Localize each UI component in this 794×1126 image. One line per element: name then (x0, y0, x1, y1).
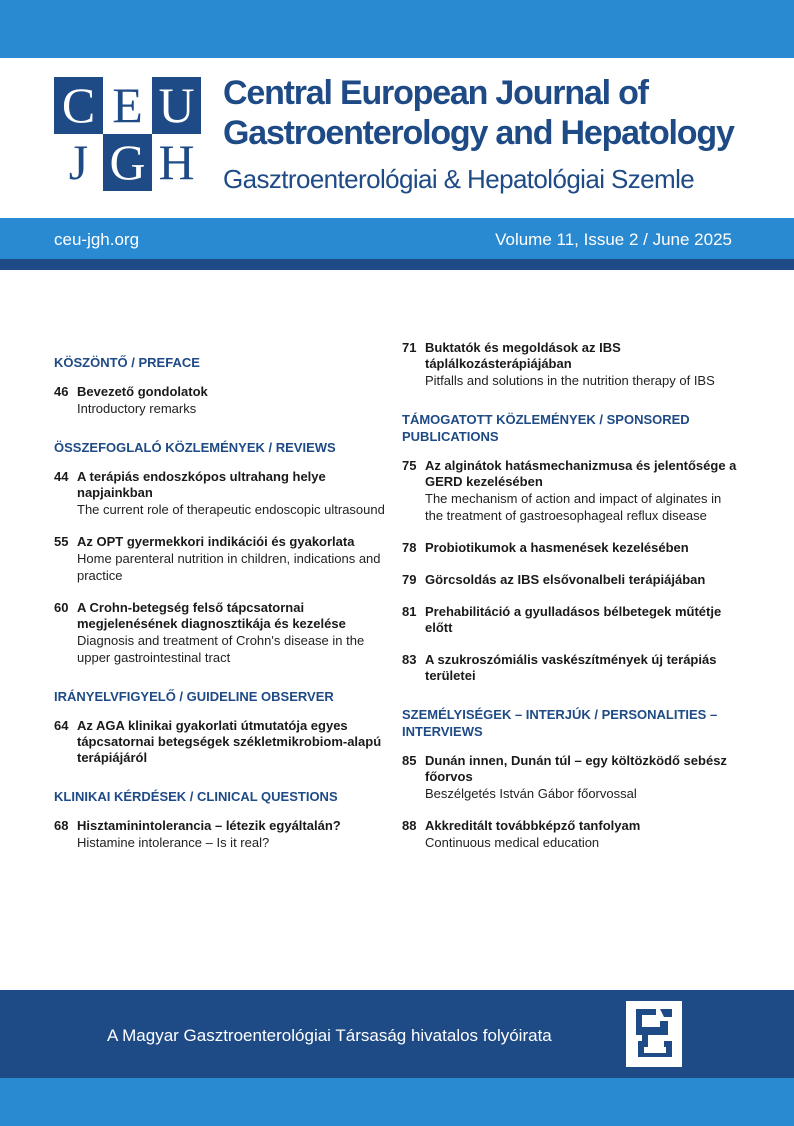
article-title-hungarian: Görcsoldás az IBS elsővonalbeli terápiájában (425, 572, 706, 587)
article-title-english: Introductory remarks (77, 401, 197, 416)
contents-right-column (402, 340, 742, 867)
article-title-hungarian: Bevezető gondolatok (77, 384, 208, 399)
article-title-hungarian: Az OPT gyermekkori indikációi és gyakorlata (77, 534, 355, 549)
toc-entry[interactable] (402, 604, 742, 636)
article-title-hungarian: Prehabilitáció a gyulladásos bélbetegek műtétje előtt (425, 604, 722, 635)
article-title-hungarian: Dunán innen, Dunán túl – egy költözködő sebész főorvos (425, 753, 727, 784)
logo-letter: C (54, 77, 103, 134)
logo-letter: U (152, 77, 201, 134)
article-title-english: Pitfalls and solutions in the nutrition therapy of IBS (425, 373, 715, 388)
logo-letter: E (103, 77, 152, 134)
journal-title-line: Gastroenterology and Hepatology (223, 114, 734, 152)
info-bar (0, 218, 794, 259)
journal-title-line: Central European Journal of (223, 74, 648, 112)
section-heading: IRÁNYELVFIGYELŐ / GUIDELINE OBSERVER (54, 689, 334, 704)
article-title-hungarian: Probiotikumok a hasmenések kezelésében (425, 540, 689, 555)
page-number: 46 (54, 384, 69, 399)
page-number: 75 (402, 458, 417, 473)
top-color-band (0, 0, 794, 58)
section-heading: ÖSSZEFOGLALÓ KÖZLEMÉNYEK / REVIEWS (54, 440, 336, 455)
toc-entry[interactable] (54, 534, 394, 584)
section-heading: TÁMOGATOTT KÖZLEMÉNYEK / SPONSORED PUBLICATIONS (402, 412, 690, 444)
journal-subtitle: Gasztroenterológiai & Hepatológiai Szemle (223, 164, 695, 194)
article-title-hungarian: Buktatók és megoldások az IBS táplálkozásterápiájában (425, 340, 621, 371)
divider-strip (0, 259, 794, 270)
journal-title (223, 73, 734, 153)
page-number: 68 (54, 818, 69, 833)
toc-entry[interactable] (54, 384, 394, 417)
toc-entry[interactable] (54, 718, 394, 766)
toc-entry[interactable] (402, 652, 742, 684)
toc-entry[interactable] (54, 818, 394, 851)
toc-entry[interactable] (402, 340, 742, 389)
page-number: 44 (54, 469, 69, 484)
footer-band (0, 990, 794, 1078)
toc-entry[interactable] (402, 572, 742, 588)
logo-letter: J (54, 134, 103, 191)
journal-url-link[interactable]: ceu-jgh.org (54, 230, 140, 249)
article-title-hungarian: Az alginátok hatásmechanizmusa és jelentősége a GERD kezelésében (425, 458, 737, 489)
section-heading: KÖSZÖNTŐ / PREFACE (54, 355, 200, 370)
page-number: 78 (402, 540, 417, 555)
journal-logo (54, 77, 202, 191)
article-title-english: Home parenteral nutrition in children, indications and practice (77, 551, 381, 583)
article-title-english: Histamine intolerance – Is it real? (77, 835, 270, 850)
article-title-hungarian: Az AGA klinikai gyakorlati útmutatója egyes tápcsatornai betegségek székletmikrobiom-alapú terápiájáról (77, 718, 382, 765)
page-number: 64 (54, 718, 69, 733)
contents-left-column (54, 340, 394, 867)
article-title-hungarian: A szukroszómiális vaskészítmények új terápiás területei (425, 652, 717, 683)
page-number: 71 (402, 340, 417, 355)
volume-issue-label: Volume 11, Issue 2 / June 2025 (495, 230, 732, 249)
article-title-english: The current role of therapeutic endoscopic ultrasound (77, 502, 385, 517)
article-title-hungarian: Hisztaminintolerancia – létezik egyáltalán? (77, 818, 341, 833)
toc-entry[interactable] (54, 600, 394, 666)
page-number: 85 (402, 753, 417, 768)
article-title-english: The mechanism of action and impact of alginates in the treatment of gastroesophageal reflux disease (425, 491, 722, 523)
article-title-english: Diagnosis and treatment of Crohn's disease in the upper gastrointestinal tract (77, 633, 365, 665)
page-number: 55 (54, 534, 69, 549)
toc-entry[interactable] (402, 458, 742, 524)
toc-entry[interactable] (54, 469, 394, 518)
article-title-hungarian: A terápiás endoszkópos ultrahang helye napjainkban (77, 469, 326, 500)
page-number: 81 (402, 604, 417, 619)
toc-entry[interactable] (402, 818, 742, 851)
logo-letter: G (103, 134, 152, 191)
article-title-english: Continuous medical education (425, 835, 600, 850)
society-logo-icon (626, 1001, 682, 1067)
section-heading: SZEMÉLYISÉGEK – INTERJÚK / PERSONALITIES – INTERVIEWS (402, 707, 718, 739)
bottom-color-band (0, 1078, 794, 1126)
toc-entry[interactable] (402, 540, 742, 556)
page-number: 88 (402, 818, 417, 833)
footer-society-text: A Magyar Gasztroenterológiai Társaság hivatalos folyóirata (107, 1026, 552, 1045)
toc-entry[interactable] (402, 753, 742, 802)
page-number: 79 (402, 572, 417, 587)
article-title-hungarian: A Crohn-betegség felső tápcsatornai megjelenésének diagnosztikája és kezelése (77, 600, 346, 631)
article-title-hungarian: Akkreditált továbbképző tanfolyam (425, 818, 641, 833)
section-heading: KLINIKAI KÉRDÉSEK / CLINICAL QUESTIONS (54, 789, 338, 804)
logo-letter: H (152, 134, 201, 191)
page-number: 60 (54, 600, 69, 615)
page-number: 83 (402, 652, 417, 667)
article-title-english: Beszélgetés István Gábor főorvossal (425, 786, 637, 801)
